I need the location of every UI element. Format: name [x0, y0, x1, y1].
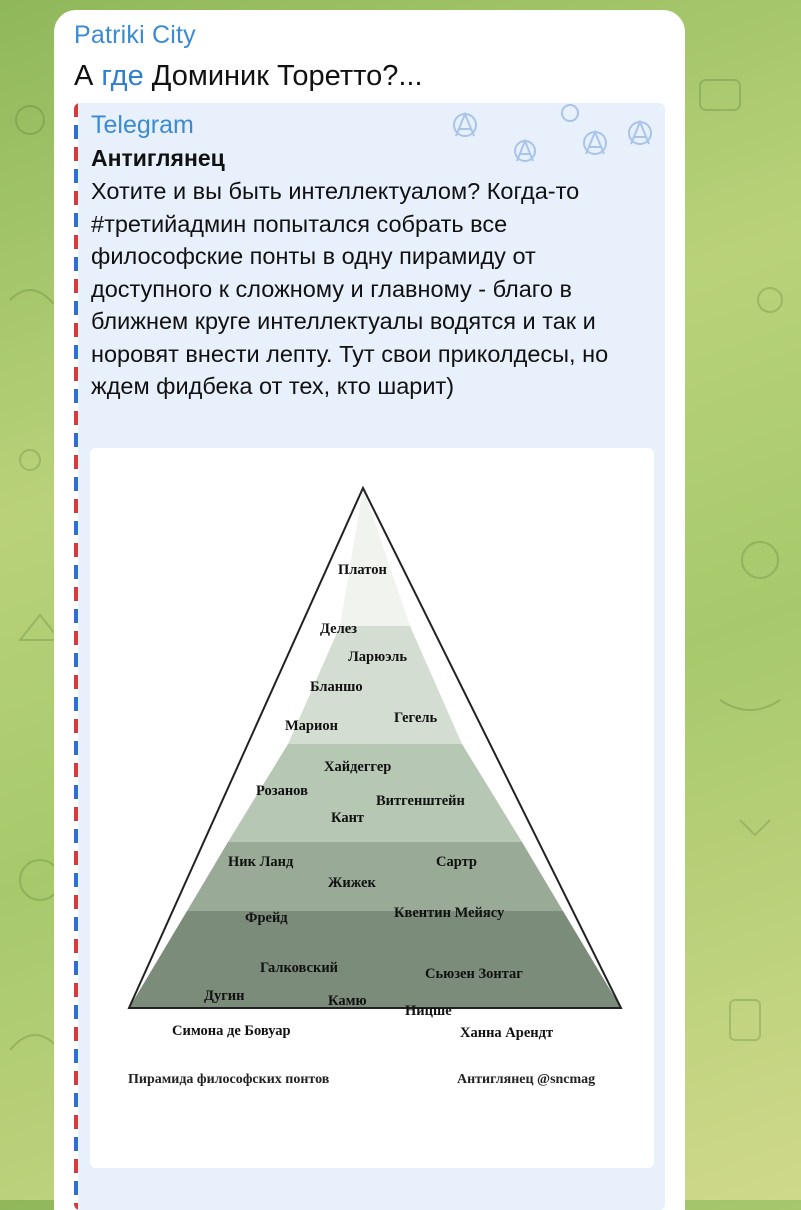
pyramid-tier-1: [340, 488, 410, 626]
quote-stripe: [74, 103, 78, 1210]
pyramid-graphic: [90, 448, 654, 1168]
pyramid-tier-5: [129, 911, 621, 1008]
pyramid-caption-title: Пирамида философских понтов: [128, 1072, 330, 1087]
message-link[interactable]: где: [101, 60, 144, 92]
pyramid-label: Квентин Мейясу: [394, 905, 505, 921]
pyramid-label: Ханна Арендт: [460, 1025, 554, 1041]
message-text-suffix: Доминик Торетто?...: [143, 60, 423, 92]
message-text: [74, 58, 665, 94]
pyramid-label: Хайдеггер: [324, 759, 392, 775]
pyramid-label: Витгенштейн: [376, 793, 465, 809]
pyramid-label: Марион: [285, 718, 338, 734]
pyramid-label: Ник Ланд: [228, 854, 294, 870]
quote-text: Хотите и вы быть интеллектуалом? Когда-то #третийадмин попытался собрать все философские понты в одну пирамиду от доступного к сложному и главному - благо в ближнем круге интеллектуалы водятся и так и норовят внести лепту. Тут свои приколдесы, но ждем фидбека от тех, кто шарит): [91, 178, 609, 399]
pyramid-label: Сьюзен Зонтаг: [425, 966, 523, 982]
message-bubble[interactable]: [54, 10, 685, 1210]
quote-channel-name[interactable]: Антиглянец: [91, 145, 225, 171]
quote-source: Telegram: [91, 111, 194, 139]
pyramid-label: Симона де Бовуар: [172, 1023, 291, 1039]
pyramid-caption-credit: Антиглянец @sncmag: [457, 1072, 596, 1087]
pyramid-label: Фрейд: [245, 910, 288, 926]
pyramid-label: Платон: [338, 562, 387, 578]
pyramid-label: Бланшо: [310, 679, 363, 695]
pyramid-image[interactable]: [90, 448, 654, 1168]
pyramid-label: Кант: [331, 810, 365, 826]
pyramid-label: Камю: [328, 993, 367, 1009]
pyramid-label: Ларюэль: [348, 649, 408, 665]
pyramid-label: Делез: [320, 621, 357, 637]
sender-name[interactable]: Patriki City: [74, 21, 196, 49]
pyramid-label: Дугин: [204, 988, 245, 1004]
pyramid-label: Розанов: [256, 783, 308, 799]
pyramid-label: Галковский: [260, 960, 339, 976]
pyramid-label: Сартр: [436, 854, 477, 870]
pyramid-label: Гегель: [394, 710, 438, 726]
message-text-prefix: А: [74, 60, 102, 92]
quoted-message[interactable]: [74, 103, 665, 1210]
pyramid-label: Ницше: [405, 1003, 452, 1019]
pyramid-label: Жижек: [328, 875, 376, 891]
